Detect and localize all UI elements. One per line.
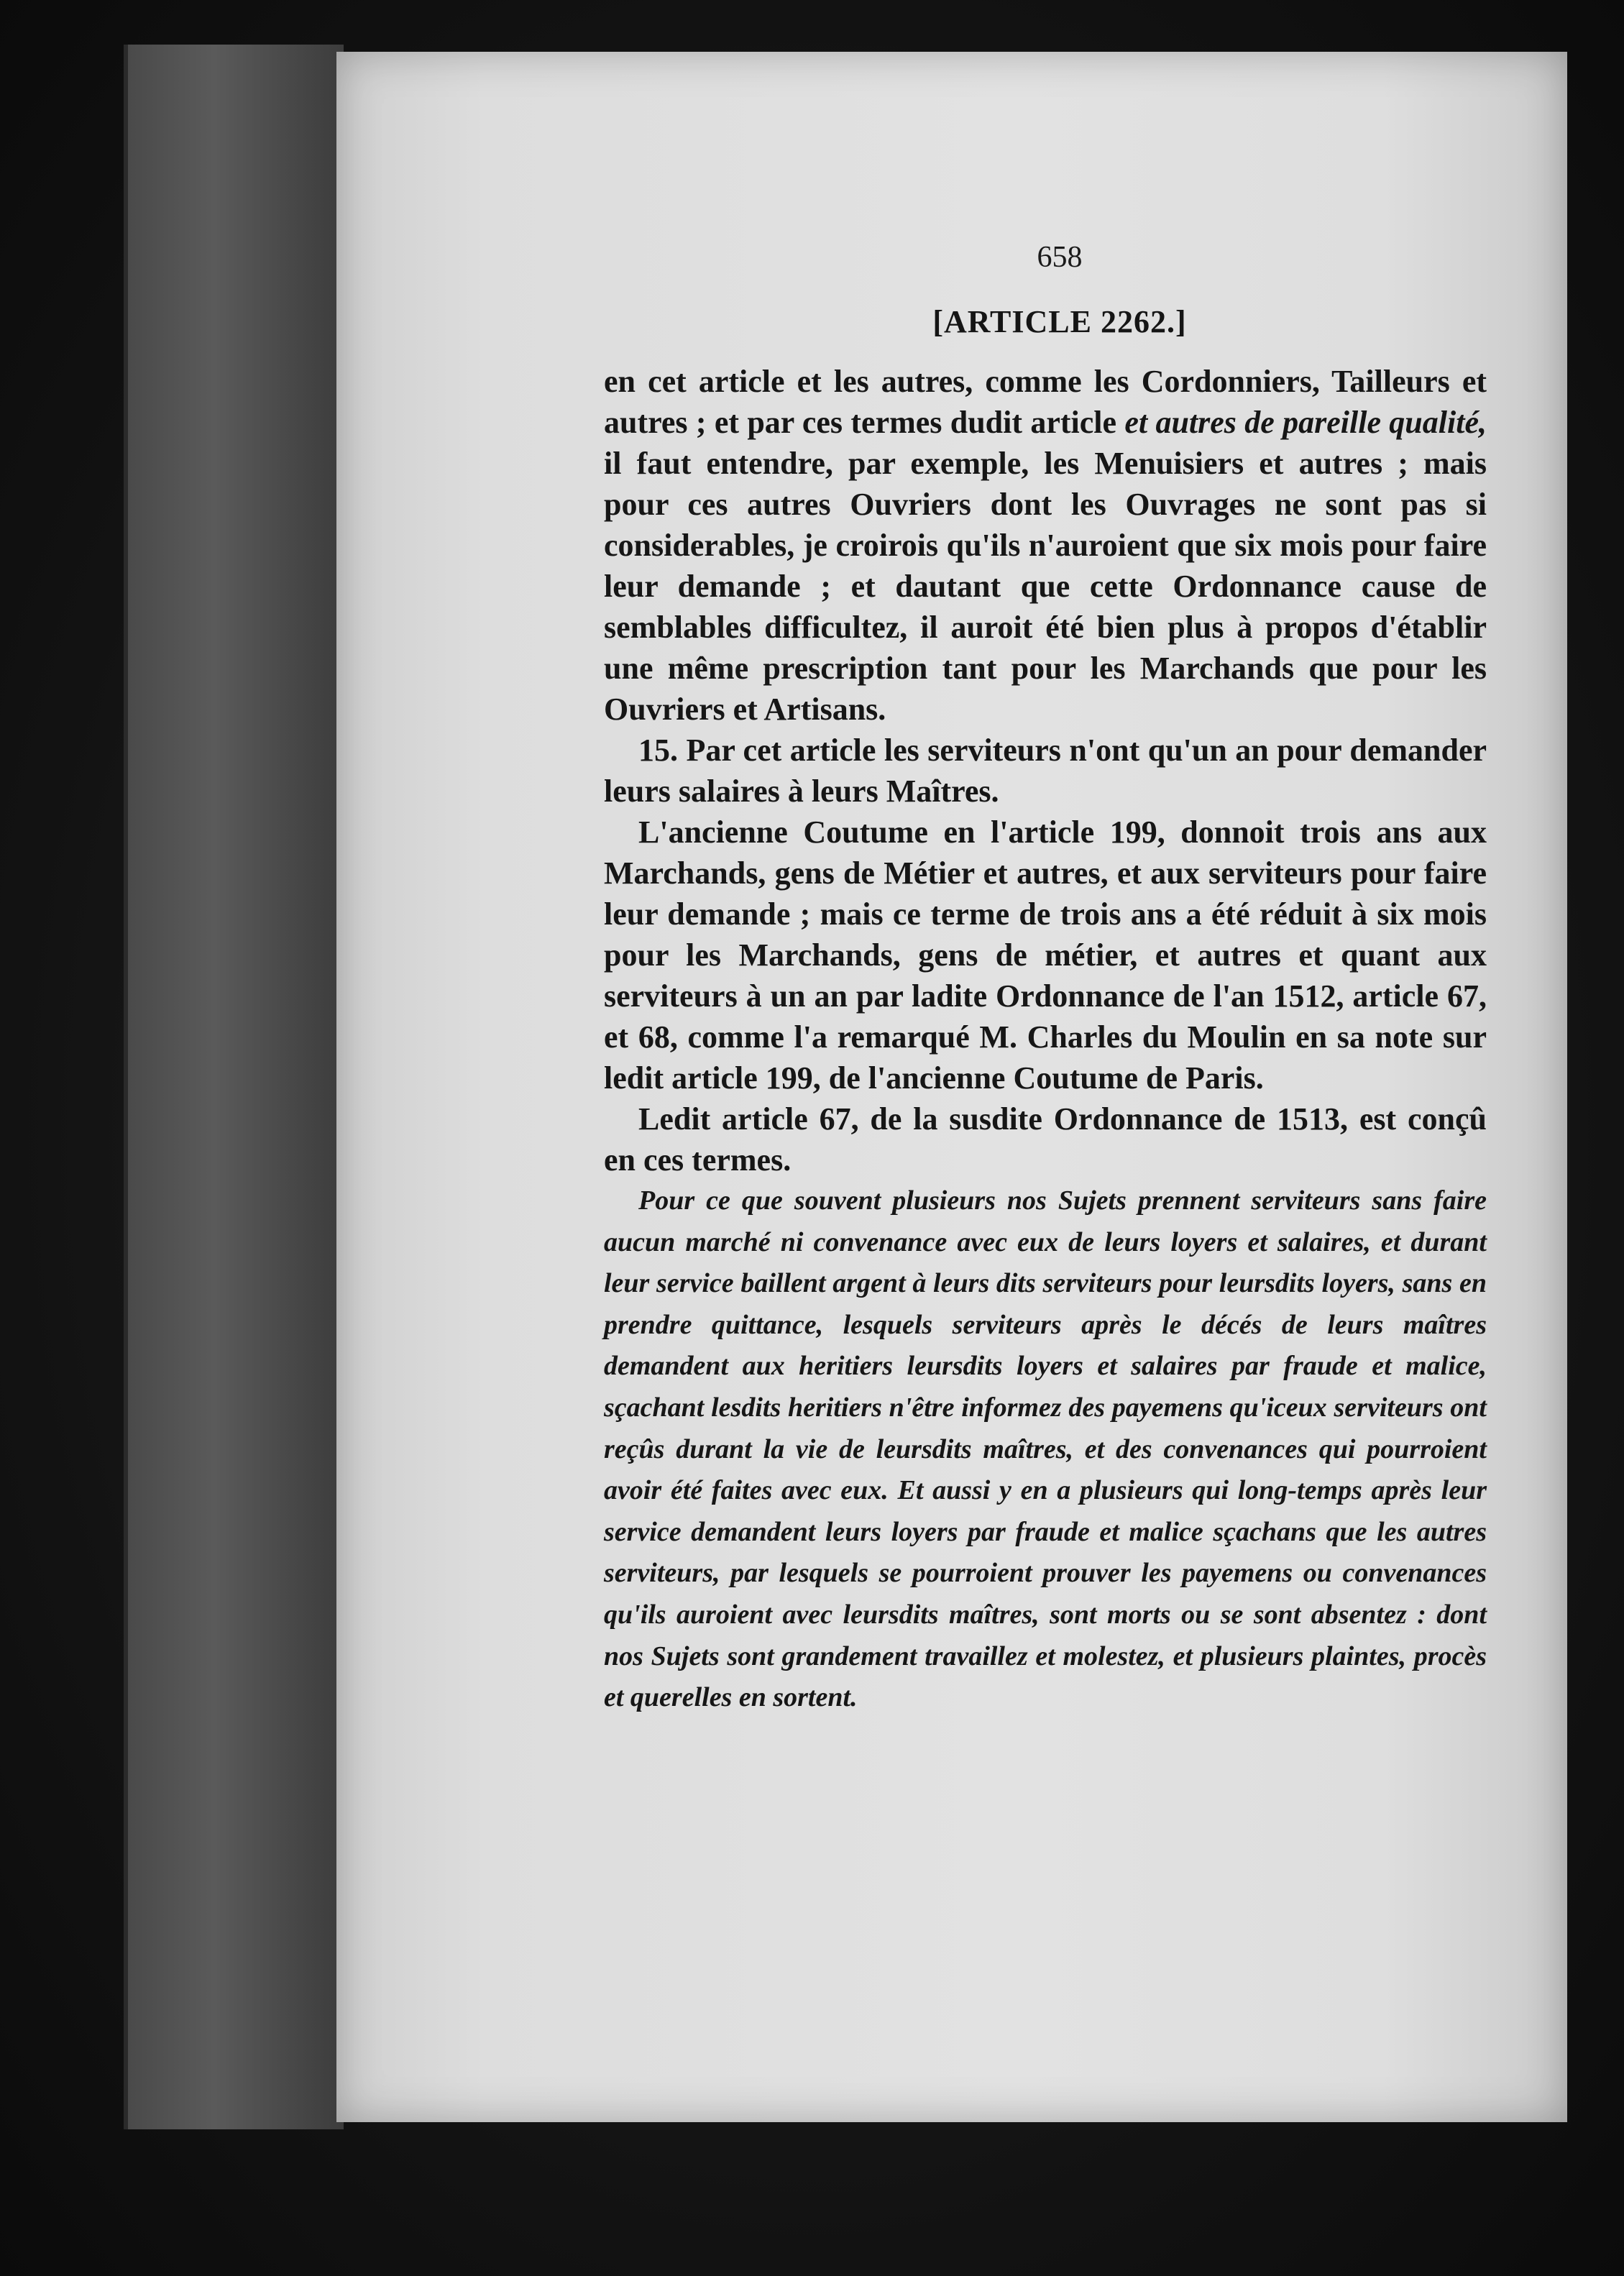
running-head: [ARTICLE 2262.] <box>932 304 1187 339</box>
italic-phrase: et autres de pareille qualité, <box>1124 405 1487 440</box>
paragraph-ancienne-coutume: L'ancienne Coutume en l'article 199, donnoit trois ans aux Marchands, gens de Métier et autres, et aux serviteurs pour faire leur demande ; mais ce terme de trois ans a été réduit à six mois pour les Marchands, gens de métier, et autres et quant aux serviteurs à un an par ladite Ordonnance de l'an 1512, article 67, et 68, comme l'a remarqué M. Charles du Moulin en sa note sur ledit article 199, de l'ancienne Coutume de Paris. <box>604 815 1487 1096</box>
quoted-ordinance: Pour ce que souvent plusieurs nos Sujets prennent serviteurs sans faire aucun marché ni convenance avec eux de leurs loyers et salaires, et durant leur service baillent argent à leurs dits serviteurs pour leursdits loyers, sans en prendre quittance, lesquels serviteurs après le décés de leurs maîtres demandent aux heritiers leursdits loyers et salaires par fraude et malice, sçachant lesdits heritiers n'être informez des payemens qu'iceux serviteurs ont reçûs durant la vie de leursdits maîtres, et des convenances qui pourroient avoir été faites avec eux. Et aussi y en a plusieurs qui long-temps après leur service demandent leurs loyers par fraude et malice sçachans que les autres serviteurs, par lesquels se pourroient prouver les payemens ou convenances qu'ils auroient avec leursdits maîtres, sont morts ou se sont absentez : dont nos Sujets sont grandement travaillez et molestez, et plusieurs plaintes, procès et querelles en sortent. <box>604 1185 1487 1713</box>
paragraph-15: 15. Par cet article les serviteurs n'ont qu'un an pour demander leurs salaires à leurs Maîtres. <box>604 733 1487 809</box>
paragraph-continuation: en cet article et les autres, comme les Cordonniers, Tailleurs et autres ; et par ces termes dudit article et autres de pareille qualité, il faut entendre, par exemple, les Menuisiers et autres ; mais pour ces autres Ouvriers dont les Ouvrages ne sont pas si considerables, je croirois qu'ils n'auroient que six mois pour faire leur demande ; et dautant que cette Ordonnance cause de semblables difficultez, il auroit été bien plus à propos d'établir une même prescription tant pour les Marchands que pour les Ouvriers et Artisans. <box>604 364 1487 727</box>
paragraph-ledit-article: Ledit article 67, de la susdite Ordonnance de 1513, est conçû en ces termes. <box>604 1101 1487 1178</box>
body-text <box>604 361 1487 1719</box>
page-number: 658 <box>1037 241 1083 274</box>
book-spine <box>124 45 344 2129</box>
book-page <box>336 52 1567 2122</box>
